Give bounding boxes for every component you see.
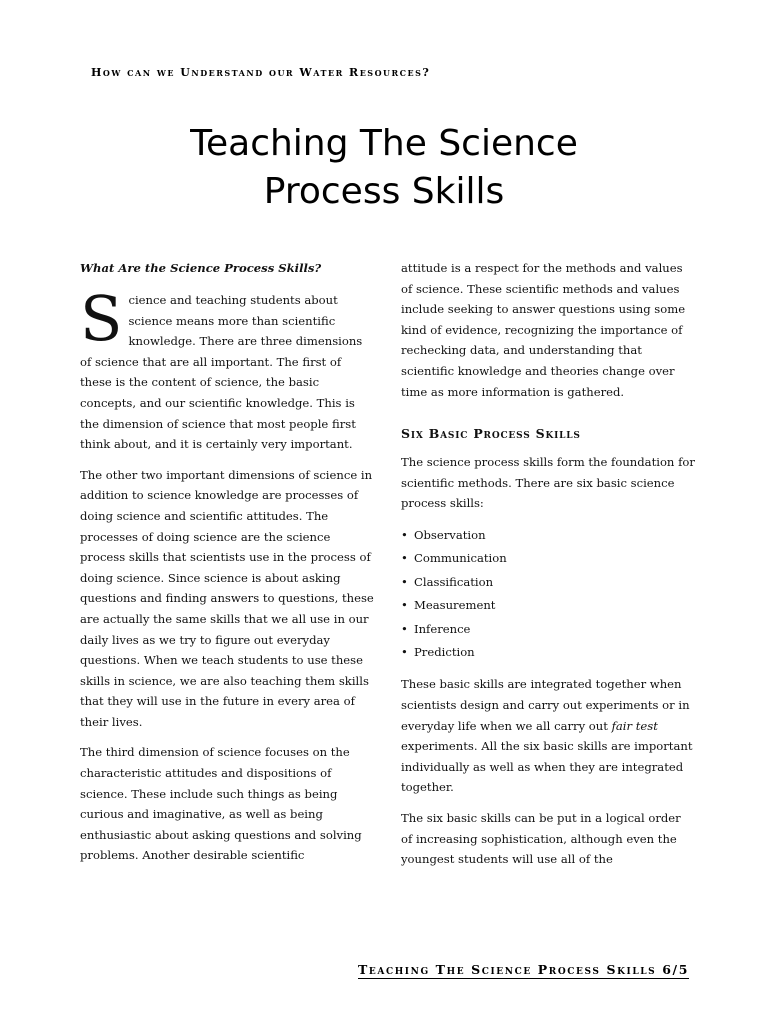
integration-paragraph: These basic skills are integrated together when scientists design and carry out experiments or in everyday life when we all carry out fair test experiments. All the six basic skills are important individually as well as when they are integrated together. — [401, 677, 693, 795]
sophistication-paragraph: The six basic skills can be put in a logical order of increasing sophistication, although even the youngest students will use all of the — [401, 810, 681, 867]
bullet-icon: • — [401, 644, 408, 659]
paragraph-three: The third dimension of science focuses on the characteristic attitudes and dispositions of science. These include such things as being curious and imaginative, as well as being enthusiastic about asking questions and solving problems. Another desirable scientific — [80, 745, 362, 863]
skills-intro-paragraph: The science process skills form the foundation for scientific methods. There are six basic science process skills: — [401, 455, 695, 511]
list-item: • Observation — [401, 524, 695, 547]
drop-cap: S — [80, 282, 123, 355]
list-item: • Prediction — [401, 641, 695, 664]
left-column — [80, 258, 376, 876]
page-footer: Teaching The Science Process Skills 6/5 — [358, 962, 689, 977]
title-line-1: Teaching The Science — [190, 123, 578, 164]
list-item: • Communication — [401, 547, 695, 570]
intro-paragraph-text: cience and teaching students about science means more than scientific knowledge. There are three dimensions of science that are all important. The first of these is the content of science, the basic concepts, and our scientific knowledge. This is the dimension of science that most people first think about, and it is certainly very important. — [80, 293, 363, 452]
six-skills-heading: Six Basic Process Skills — [401, 426, 581, 442]
list-item: • Measurement — [401, 594, 695, 617]
paragraph-two: The other two important dimensions of science in addition to science knowledge are processes of doing science and scientific attitudes. The processes of doing science are the science process skills that scientists use in the process of doing science. Since science is about asking questions and finding answers to questions, these are actually the same skills that we all use in our daily lives as we try to figure out everyday questions. When we teach students to use these skills in science, we are also teaching them skills that they will use in the future in every area of their lives. — [80, 467, 374, 729]
bullet-icon: • — [401, 527, 408, 542]
bullet-icon: • — [401, 621, 408, 636]
right-column — [401, 258, 695, 880]
skills-list — [401, 524, 695, 664]
bullet-icon: • — [401, 598, 408, 613]
fair-test-italic: fair test — [611, 718, 658, 733]
bullet-icon: • — [401, 574, 408, 589]
page-title — [0, 120, 768, 216]
bullet-icon: • — [401, 551, 408, 566]
title-line-2: Process Skills — [263, 171, 505, 212]
intro-paragraph — [80, 282, 376, 455]
paragraph-continued: attitude is a respect for the methods and values of science. These scientific methods and values include seeking to answer questions using some kind of evidence, recognizing the importance of rechecking data, and understanding that scientific knowledge and theories change over time as more information is gathered. — [401, 261, 686, 399]
section-subhead: What Are the Science Process Skills? — [80, 261, 322, 275]
list-item: • Inference — [401, 618, 695, 641]
running-head: How can we Understand our Water Resources? — [91, 66, 431, 79]
list-item: • Classification — [401, 571, 695, 594]
